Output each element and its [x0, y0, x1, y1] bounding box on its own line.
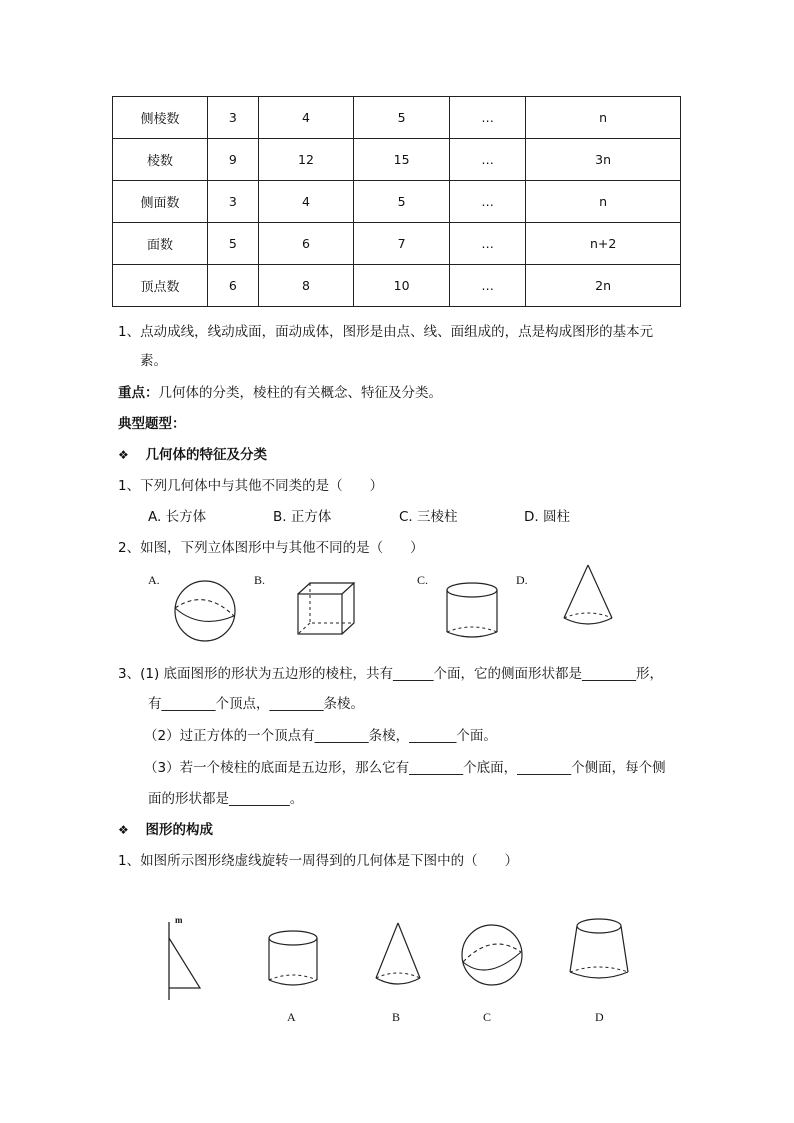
table-cell: n [526, 97, 681, 139]
table-cell: 3n [526, 139, 681, 181]
prism-properties-table [112, 96, 681, 307]
question-3-line-4: （3）若一个棱柱的底面是五边形，那么它有________个底面，________个侧面，每个侧 [144, 760, 666, 776]
table-cell: 7 [354, 223, 450, 265]
table-cell: 6 [258, 223, 354, 265]
question-3-line-3: （2）过正方体的一个顶点有________条棱，_______个面。 [144, 728, 497, 744]
q2-label-b: B. [254, 573, 266, 587]
question-4-stem: 1、如图所示图形绕虚线旋转一周得到的几何体是下图中的（ ） [118, 853, 519, 869]
question-2-stem: 2、如图，下列立体图形中与其他不同的是（ ） [118, 540, 424, 556]
q4-label-d: D [595, 1010, 604, 1024]
table-row [113, 97, 681, 139]
key-points [118, 384, 442, 402]
axis-label-m: m [175, 915, 183, 925]
table-cell: 4 [258, 181, 354, 223]
table-cell: 8 [258, 265, 354, 307]
question-3-line-1: 3、(1) 底面图形的形状为五边形的棱柱，共有______个面，它的侧面形状都是________形， [118, 666, 664, 682]
option-d-frustum-figure [566, 916, 632, 986]
table-cell: n+2 [526, 223, 681, 265]
table-cell: 15 [354, 139, 450, 181]
note-line-2: 素。 [140, 353, 167, 369]
question-3-line-5: 面的形状都是_________。 [148, 791, 304, 807]
table-row [113, 181, 681, 223]
question-1-stem: 1、下列几何体中与其他不同类的是（ ） [118, 478, 384, 494]
row-label: 侧棱数 [113, 97, 208, 139]
section-2-heading [118, 821, 213, 839]
question-3-line-2: 有________个顶点，________条棱。 [148, 696, 364, 712]
table-cell: n [526, 181, 681, 223]
key-points-label: 重点： [118, 385, 159, 401]
table-cell: 2n [526, 265, 681, 307]
q2-label-c: C. [417, 573, 429, 587]
table-cell: 3 [208, 97, 259, 139]
table-cell: 4 [258, 97, 354, 139]
table-row [113, 139, 681, 181]
table-cell: 12 [258, 139, 354, 181]
option-c-sphere-figure [457, 922, 527, 988]
diamond-bullet-icon: ❖ [118, 448, 129, 462]
table-cell: … [449, 265, 525, 307]
sphere-figure [170, 578, 240, 642]
section-1-heading [118, 446, 267, 464]
cube-figure [294, 580, 358, 640]
q1-option-c: C. 三棱柱 [399, 509, 458, 525]
row-label: 面数 [113, 223, 208, 265]
table-cell: … [449, 139, 525, 181]
note-line-1: 1、点动成线，线动成面，面动成体，图形是由点、线、面组成的，点是构成图形的基本元 [118, 324, 654, 340]
section-1-title: 几何体的特征及分类 [145, 447, 267, 463]
q4-label-a: A [287, 1010, 296, 1024]
section-2-title: 图形的构成 [145, 822, 213, 838]
table-cell: 5 [354, 181, 450, 223]
table-row [113, 223, 681, 265]
cylinder-figure [443, 580, 503, 642]
table-cell: 5 [208, 223, 259, 265]
row-label: 棱数 [113, 139, 208, 181]
q1-option-a: A. 长方体 [148, 509, 207, 525]
q4-label-c: C [483, 1010, 492, 1024]
table-cell: … [449, 223, 525, 265]
table-cell: 5 [354, 97, 450, 139]
q2-label-a: A. [148, 573, 160, 587]
q1-option-b: B. 正方体 [273, 509, 332, 525]
table-cell: 9 [208, 139, 259, 181]
table-cell: 3 [208, 181, 259, 223]
q2-label-d: D. [516, 573, 528, 587]
row-label: 侧面数 [113, 181, 208, 223]
q4-label-b: B [392, 1010, 401, 1024]
table-cell: 10 [354, 265, 450, 307]
table-row [113, 265, 681, 307]
cone-figure [560, 562, 616, 630]
option-b-cone-figure [372, 920, 424, 992]
row-label: 顶点数 [113, 265, 208, 307]
table-cell: … [449, 97, 525, 139]
diamond-bullet-icon: ❖ [118, 823, 129, 837]
table-cell: … [449, 181, 525, 223]
rotation-triangle-figure [160, 916, 208, 1004]
key-points-text: 几何体的分类，棱柱的有关概念、特征及分类。 [158, 385, 442, 401]
typical-title: 典型题型： [118, 416, 186, 432]
q1-option-d: D. 圆柱 [524, 509, 570, 525]
table-cell: 6 [208, 265, 259, 307]
option-a-cylinder-figure [266, 928, 322, 990]
